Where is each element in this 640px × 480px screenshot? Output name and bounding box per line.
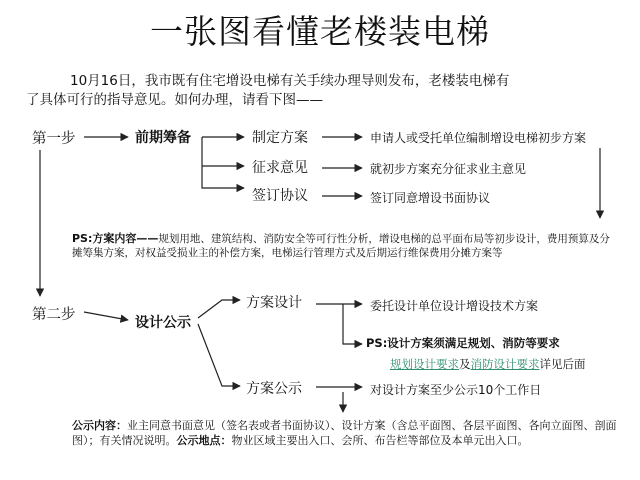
footer-content-text: 业主同意书面意见（签名表或者书面协议）、设计方案（含总平面图、各层平面图、各向立面图、剖面图）；有关情况说明。 — [72, 419, 617, 447]
arrow-to-publicize — [198, 324, 240, 386]
fire-requirements-link[interactable]: 消防设计要求 — [470, 357, 540, 371]
arrow-to-consult — [202, 137, 244, 188]
step2-desc-publicize: 对设计方案至少公示10个工作日 — [370, 383, 542, 397]
step2-stage: 设计公示 — [135, 315, 191, 331]
page-title: 一张图看懂老楼装电梯 — [150, 12, 490, 51]
arrow-step2-stage — [84, 312, 128, 320]
intro-line-1: 10月16日，我市既有住宅增设电梯有关手续办理导则发布，老楼装电梯有 — [70, 73, 510, 89]
links-suffix: 详见后面 — [539, 357, 586, 371]
step1-desc-plan: 申请人或受托单位编制增设电梯初步方案 — [370, 131, 587, 145]
arrow-to-design — [198, 300, 240, 318]
step1-item-plan: 制定方案 — [252, 130, 308, 146]
step2-desc-design: 委托设计单位设计增设技术方案 — [370, 299, 539, 313]
intro-line-2: 了具体可行的指导意见。如何办理，请看下图—— — [26, 92, 323, 108]
footer-place-label: 公示地点： — [176, 434, 232, 447]
footer-note — [72, 418, 624, 448]
step2-item-design: 方案设计 — [246, 295, 302, 311]
step2-ps-note: PS:设计方案须满足规划、消防等要求 — [366, 336, 560, 350]
step2-links-row — [390, 356, 586, 372]
step1-desc-consult: 就初步方案充分征求业主意见 — [370, 162, 527, 176]
step1-item-sign: 签订协议 — [252, 188, 308, 204]
step2-label: 第二步 — [32, 307, 76, 323]
step1-ps — [72, 232, 620, 260]
arrow-design-ps — [343, 304, 362, 344]
footer-place-text: 物业区域主要出入口、会所、布告栏等部位及本单元出入口。 — [231, 434, 529, 447]
step1-label: 第一步 — [32, 131, 76, 147]
footer-content-label: 公示内容： — [72, 419, 127, 432]
step1-stage: 前期筹备 — [135, 130, 191, 146]
step2-item-publicize: 方案公示 — [246, 381, 302, 397]
step1-ps-text: 规划用地、建筑结构、消防安全等可行性分析，增设电梯的总平面布局等初步设计，费用预算及分摊筹集方案，对权益受损业主的补偿方案，电梯运行管理方式及后期运行维保费用分摊方案等 — [72, 233, 610, 259]
step1-ps-label: PS:方案内容—— — [72, 232, 159, 245]
planning-requirements-link[interactable]: 规划设计要求 — [390, 357, 459, 371]
links-and: 及 — [459, 357, 471, 371]
step1-desc-sign: 签订同意增设书面协议 — [370, 191, 491, 205]
step1-item-consult: 征求意见 — [252, 160, 308, 176]
